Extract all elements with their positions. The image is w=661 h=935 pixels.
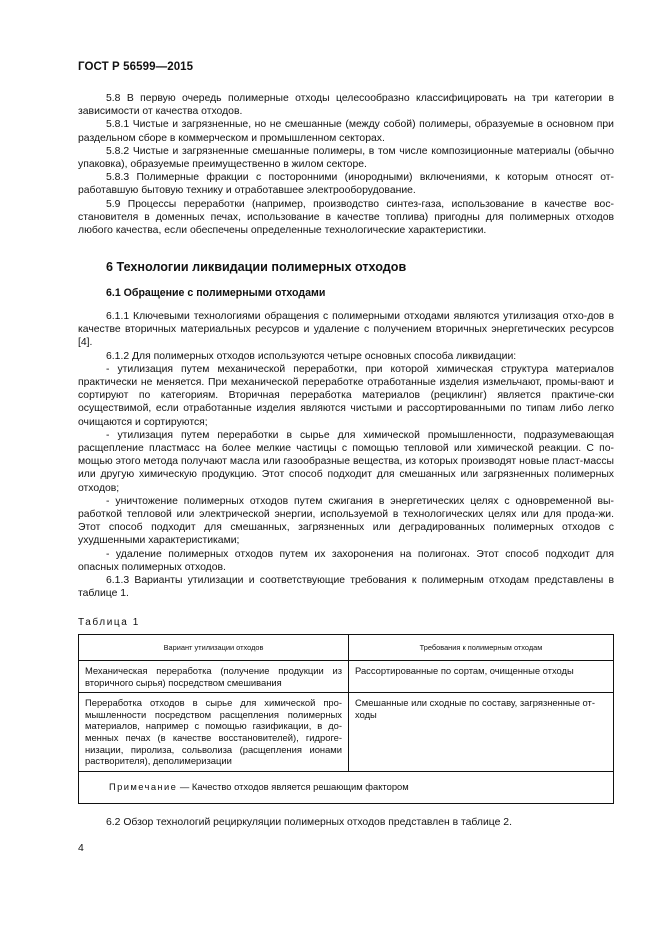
paragraph-6-2: 6.2 Обзор технологий рециркуляции полимерных отходов представлен в таблице 2. — [106, 817, 512, 828]
paragraph: 6.1.2 Для полимерных отходов используются четыре основных способа ликвидации: — [106, 350, 517, 362]
note-label: Примечание — [109, 781, 178, 793]
paragraph: 5.8.1 Чистые и загрязненные, но не смешанные (между собой) полимеры, образуемые в основном при раздельном сборе в коммерческом и промышленном секторах. — [78, 119, 614, 144]
list-item: - утилизация путем механической переработки, при которой химическая структура материалов практически не меняется. При механической переработке отработанные изделия измельчают, промы-вают и сортируют по категориям. Вторичная переработка материалов (рециклинг) является практиче-ски осуществимой, если отработанные изделия являются чистыми и рассортированными по типам либо легко очищаются и сортируются; — [78, 363, 614, 428]
paragraph: 6.1.1 Ключевыми технологиями обращения с полимерными отходами являются утилизация отхо-дов в качестве вторичных материальных ресурсов и удаление с получением вторичных энергетических ресурсов [4]. — [78, 311, 614, 349]
table-row — [79, 693, 614, 772]
table-1 — [78, 634, 614, 804]
paragraph: 5.8 В первую очередь полимерные отходы целесообразно классифицировать на три категории в зависимости от качества отходов. — [78, 93, 614, 118]
document-header: ГОСТ Р 56599—2015 — [78, 61, 194, 73]
section-5-8-block — [78, 92, 614, 237]
page-number: 4 — [78, 843, 84, 854]
section-6-1-block — [78, 310, 614, 600]
section-6-1-heading: 6.1 Обращение с полимерными отходами — [106, 287, 326, 299]
note-text: — Качество отходов является решающим фактором — [179, 781, 409, 793]
table-header-cell: Вариант утилизации отходов — [79, 635, 349, 661]
table-header-row — [79, 635, 614, 661]
table-note — [79, 772, 614, 804]
table-cell: Смешанные или сходные по составу, загрязненные от-ходы — [349, 693, 614, 772]
paragraph: 5.8.3 Полимерные фракции с посторонними (инородными) включениями, к которым относят от-работавшую бытовую технику и отработавшее электрооборудование. — [78, 172, 614, 197]
table-cell: Переработка отходов в сырье для химической про-мышленности посредством расщепления полимерных материалов, например с помощью газификации, в до-менных печах (в качестве восстановителей), гидроге-низации, пиролиза, сольволиза (расщепления ионами растворителя), деполимеризации — [79, 693, 349, 772]
section-6-heading: 6 Технологии ликвидации полимерных отходов — [106, 260, 407, 274]
paragraph: 5.8.2 Чистые и загрязненные смешанные полимеры, в том числе композиционные материалы (обычно упаковка), образуемые преимущественно в жилом секторе. — [78, 145, 614, 171]
paragraph: 6.1.3 Варианты утилизации и соответствующие требования к полимерным отходам представлены в таблице 1. — [78, 575, 614, 600]
list-item: - утилизация путем переработки в сырье для химической промышленности, подразумевающая расщепление пластмасс на более мелкие частицы с помощью тепловой или химической реакции. С по-мощью этого метода получают масла или газообразные вещества, из которых производят новые пласт-массы или другую химическую продукцию. Этот способ подходит для смешанных или загрязненных полимерных отходов; — [78, 429, 614, 494]
table-note-row — [79, 772, 614, 804]
table-cell: Механическая переработка (получение продукции из вторичного сырья) посредством смешивания — [79, 661, 349, 693]
table-caption: Таблица 1 — [78, 617, 140, 628]
table-cell: Рассортированные по сортам, очищенные отходы — [349, 661, 614, 693]
list-item: - удаление полимерных отходов путем их захоронения на полигонах. Этот способ подходит для опасных полимерных отходов. — [78, 548, 614, 573]
table-header-cell: Требования к полимерным отходам — [349, 635, 614, 661]
table-row — [79, 661, 614, 693]
list-item: - уничтожение полимерных отходов путем сжигания в энергетических целях с одновременной вы-работкой тепловой или электрической энергии, используемой в технологических целях или для прода-жи. Этот способ подходит для смешанных, загрязненных или деградированных полимерных отходов с ухудшенными характеристиками; — [78, 495, 614, 547]
paragraph: 5.9 Процессы переработки (например, производство синтез-газа, использование в качестве вос-становителя в доменных печах, использование в качестве топлива) пригодны для полимерных отходов любого качества, если обеспечены определенные технологические характеристики. — [78, 198, 614, 237]
